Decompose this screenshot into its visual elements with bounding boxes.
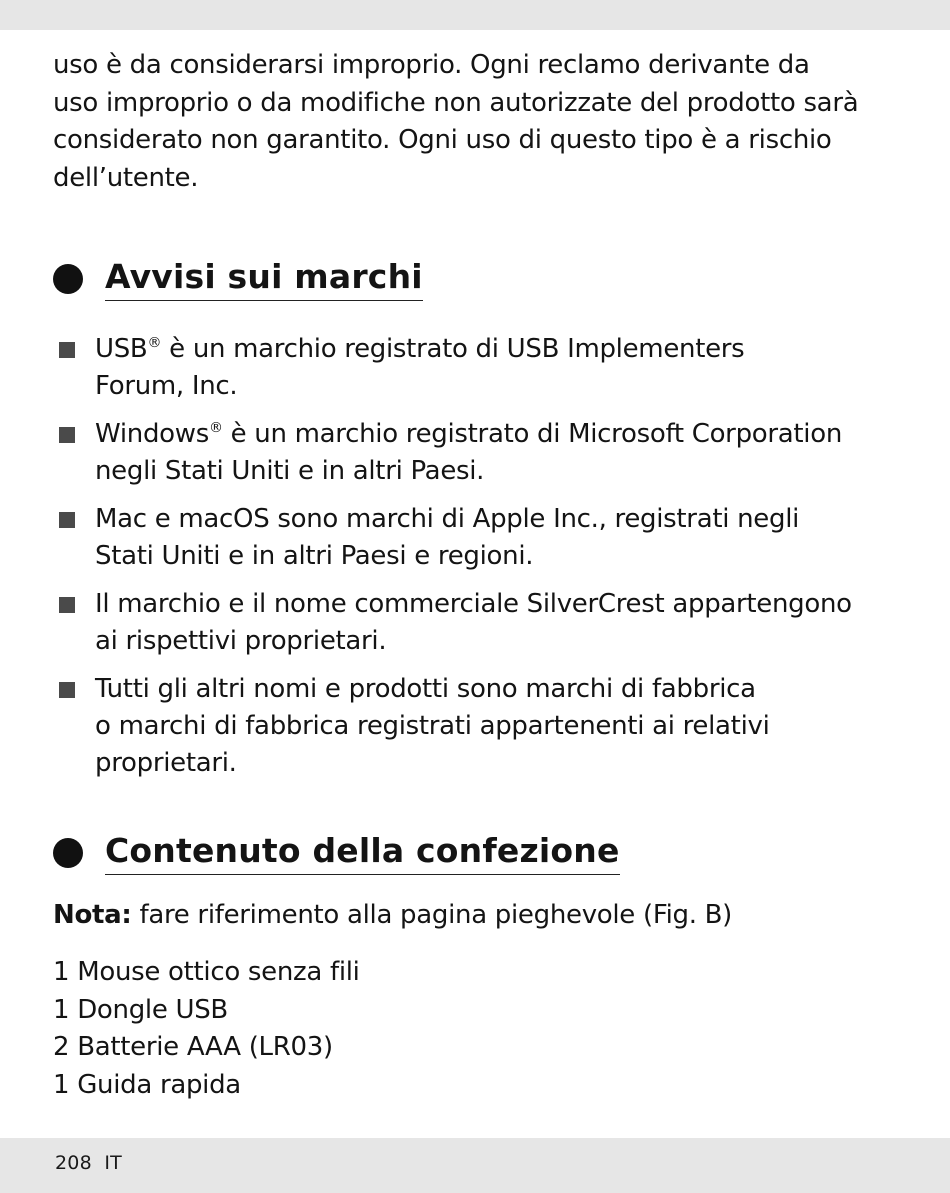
note-label: Nota:	[53, 900, 132, 930]
intro-line: considerato non garantito. Ogni uso di questo tipo è a rischio	[53, 125, 832, 155]
list-item: Windows® è un marchio registrato di Microsoft Corporation negli Stati Uniti e in altri Paesi.	[53, 416, 913, 490]
list-item: 2 Batterie AAA (LR03)	[53, 1032, 333, 1062]
page-content	[53, 47, 913, 1104]
bullet-dot-icon	[53, 838, 83, 868]
intro-line: dell’utente.	[53, 162, 199, 193]
top-margin-band	[0, 0, 950, 30]
package-contents-list	[53, 954, 913, 1104]
list-item: Il marchio e il nome commerciale SilverCrest appartengono ai rispettivi proprietari.	[53, 586, 913, 660]
bullet-dot-icon	[53, 264, 83, 294]
language-code: IT	[104, 1152, 122, 1174]
package-title: Contenuto della confezione	[105, 831, 620, 875]
page-number: 208	[55, 1152, 92, 1174]
package-note	[53, 897, 913, 934]
list-item: 1 Guida rapida	[53, 1069, 241, 1100]
square-bullet-icon	[59, 427, 75, 443]
list-item: 1 Mouse ottico senza fili	[53, 957, 360, 987]
list-item: 1 Dongle USB	[53, 994, 228, 1025]
registered-mark: ®	[208, 420, 223, 436]
square-bullet-icon	[59, 512, 75, 528]
list-item: USB® è un marchio registrato di USB Implementers Forum, Inc.	[53, 331, 913, 405]
intro-line: uso improprio o da modifiche non autorizzate del prodotto sarà	[53, 87, 859, 118]
list-item: Tutti gli altri nomi e prodotti sono marchi di fabbrica o marchi di fabbrica registrati appartenenti ai relativi proprietari.	[53, 671, 913, 782]
square-bullet-icon	[59, 597, 75, 613]
intro-paragraph	[53, 47, 913, 197]
square-bullet-icon	[59, 342, 75, 358]
trademarks-heading	[53, 257, 913, 301]
intro-line: uso è da considerarsi improprio. Ogni reclamo derivante da	[53, 50, 810, 80]
trademarks-title: Avvisi sui marchi	[105, 257, 423, 301]
page-footer	[55, 1152, 122, 1174]
trademarks-list	[53, 331, 913, 782]
square-bullet-icon	[59, 682, 75, 698]
list-item: Mac e macOS sono marchi di Apple Inc., registrati negli Stati Uniti e in altri Paesi e regioni.	[53, 501, 913, 575]
footer-band	[0, 1138, 950, 1193]
registered-mark: ®	[147, 335, 162, 351]
package-heading	[53, 831, 913, 875]
note-text: fare riferimento alla pagina pieghevole (Fig. B)	[131, 900, 733, 930]
